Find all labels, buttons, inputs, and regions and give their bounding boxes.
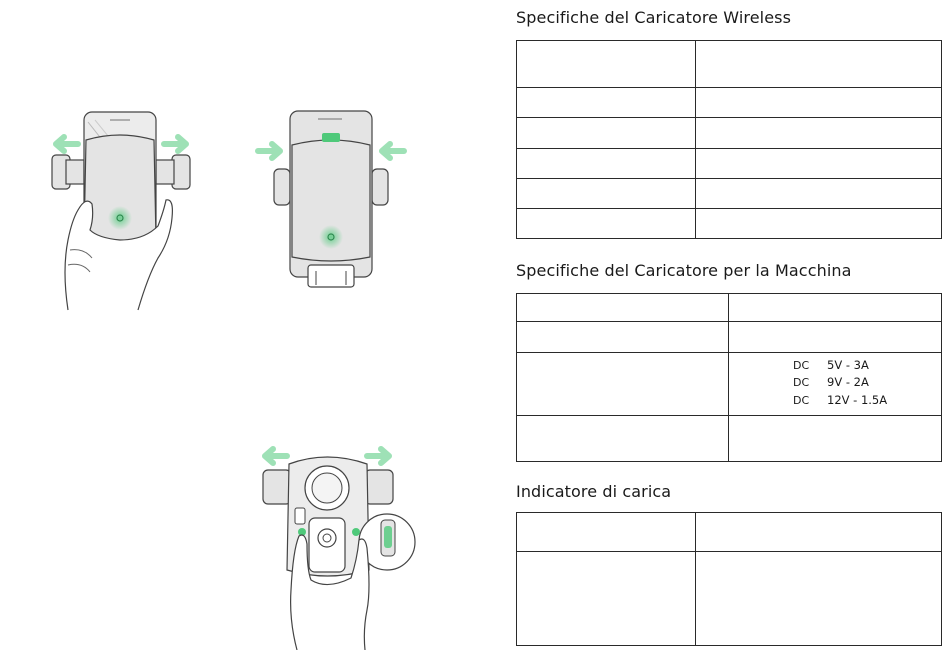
table-row [517, 513, 942, 552]
charging-coil-icon [108, 206, 132, 230]
output-list [793, 357, 887, 409]
table-row [517, 552, 942, 646]
spec-table-indicator [516, 512, 942, 646]
output-value: 9V - 2A [827, 375, 869, 390]
section-title-car: Specifiche del Caricatore per la Macchina [516, 261, 852, 280]
table-row [517, 88, 942, 118]
release-button-right [352, 528, 360, 536]
holder-arm-right [365, 470, 393, 504]
output-type: DC [793, 393, 810, 407]
output-value: 12V - 1.5A [827, 392, 888, 407]
table-row [517, 149, 942, 179]
holder-arm-right [156, 155, 190, 189]
spec-table-wireless [516, 40, 942, 239]
output-row [793, 357, 887, 374]
section-title-indicator: Indicatore di carica [516, 482, 672, 501]
output-value: 5V - 3A [827, 358, 869, 372]
top-sensor [322, 133, 340, 142]
table-row [517, 322, 942, 353]
illustration-clamp-phone [252, 105, 412, 295]
charging-coil-icon [319, 225, 343, 249]
output-row [793, 392, 887, 409]
output-type: DC [793, 376, 810, 390]
holder-arm-left [263, 470, 291, 504]
holder-arm-left [274, 169, 290, 205]
illustration-release-buttons [255, 440, 425, 650]
output-type: DC [793, 359, 810, 372]
table-row [517, 179, 942, 209]
table-row [517, 41, 942, 88]
holder-arm-right [372, 169, 388, 205]
holder-arm-left [52, 155, 84, 189]
section-title-wireless: Specifiche del Caricatore Wireless [516, 8, 792, 27]
table-row [517, 118, 942, 149]
table-row [517, 209, 942, 239]
output-row [793, 374, 887, 391]
illustration-insert-phone [40, 100, 210, 320]
table-row [517, 294, 942, 322]
table-row [517, 416, 942, 462]
